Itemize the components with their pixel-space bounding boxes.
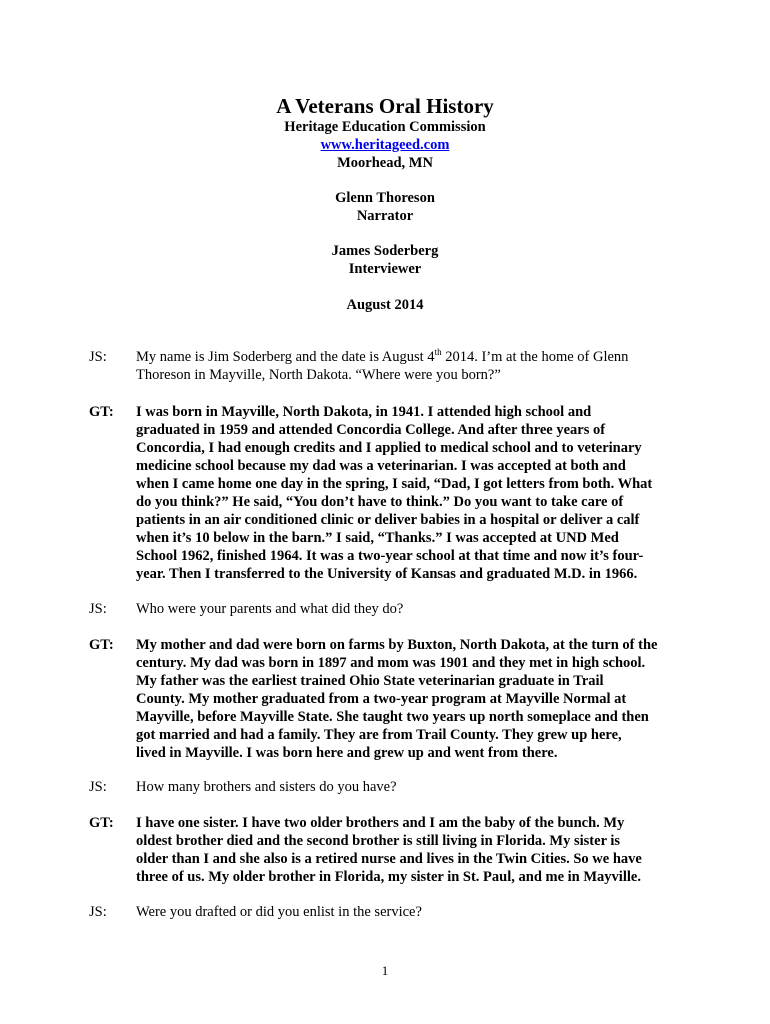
entry-text [136,903,681,921]
interviewer-name: James Soderberg [331,243,439,259]
organization-name: Heritage Education Commission [284,119,486,135]
speaker-label: GT: [89,404,114,420]
text-line: lived in Mayville. I was born here and grew up and went from there. [136,745,558,761]
text-line: County. My mother graduated from a two-year program at Mayville Normal at [136,691,627,707]
speaker-label: JS: [89,349,107,365]
text-line: patients in an air conditioned clinic or deliver babies in a hospital or deliver a calf [136,512,640,528]
text-segment: 2014. I’m at the home of Glenn [441,349,629,365]
entry-text [136,348,681,384]
text-line: Who were your parents and what did they do? [136,601,404,617]
text-segment: My name is Jim Soderberg and the date is August 4 [136,349,435,365]
text-line: Thoreson in Mayville, North Dakota. “Where were you born?” [136,367,501,383]
interviewer-role: Interviewer [348,261,422,277]
speaker-label: JS: [89,904,107,920]
narrator-name: Glenn Thoreson [335,190,435,206]
page-number: 1 [381,963,389,978]
narrator-role: Narrator [356,208,414,224]
entry-text [136,778,681,796]
interview-date: August 2014 [346,297,424,313]
speaker-label: JS: [89,779,107,795]
entry-text [136,403,681,583]
location: Moorhead, MN [337,155,433,171]
text-line: three of us. My older brother in Florida, my sister in St. Paul, and me in Mayville. [136,869,641,885]
text-line: year. Then I transferred to the University of Kansas and graduated M.D. in 1966. [136,566,638,582]
website-link[interactable]: www.heritageed.com [320,137,450,153]
text-line: My father was the earliest trained Ohio State veterinarian graduate in Trail [136,673,604,689]
text-line: oldest brother died and the second brother is still living in Florida. My sister is [136,833,621,849]
text-line: Were you drafted or did you enlist in the service? [136,904,422,920]
text-line: when I came home one day in the spring, I said, “Dad, I got letters from both. What [136,476,653,492]
document-title: A Veterans Oral History [276,94,494,118]
speaker-label: GT: [89,815,114,831]
text-line: medicine school because my dad was a veterinarian. I was accepted at both and [136,458,626,474]
text-line: older than I and she also is a retired nurse and lives in the Twin Cities. So we have [136,851,642,867]
text-line: How many brothers and sisters do you have? [136,779,397,795]
text-line: I have one sister. I have two older brothers and I am the baby of the bunch. My [136,815,625,831]
text-line: do you think?” He said, “You don’t have to think.” Do you want to take care of [136,494,624,510]
text-line: century. My dad was born in 1897 and mom was 1901 and they met in high school. [136,655,646,671]
text-line: graduated in 1959 and attended Concordia College. And after three years of [136,422,606,438]
superscript: th [434,347,442,358]
text-line: Concordia, I had enough credits and I applied to medical school and to veterinary [136,440,642,456]
speaker-label: JS: [89,601,107,617]
entry-text [136,600,681,618]
text-line: got married and had a family. They are from Trail County. They grew up here, [136,727,622,743]
entry-text [136,636,681,762]
website-link-line [0,136,770,154]
text-line: Mayville, before Mayville State. She taught two years up north someplace and then [136,709,649,725]
text-line [136,348,681,366]
text-line: School 1962, finished 1964. It was a two-year school at that time and now it’s four- [136,548,644,564]
entry-text [136,814,681,886]
speaker-label: GT: [89,637,114,653]
text-line: when it’s 10 below in the barn.” I said, “Thanks.” I was accepted at UND Med [136,530,619,546]
text-line: I was born in Mayville, North Dakota, in 1941. I attended high school and [136,404,592,420]
text-line: My mother and dad were born on farms by Buxton, North Dakota, at the turn of the [136,637,658,653]
